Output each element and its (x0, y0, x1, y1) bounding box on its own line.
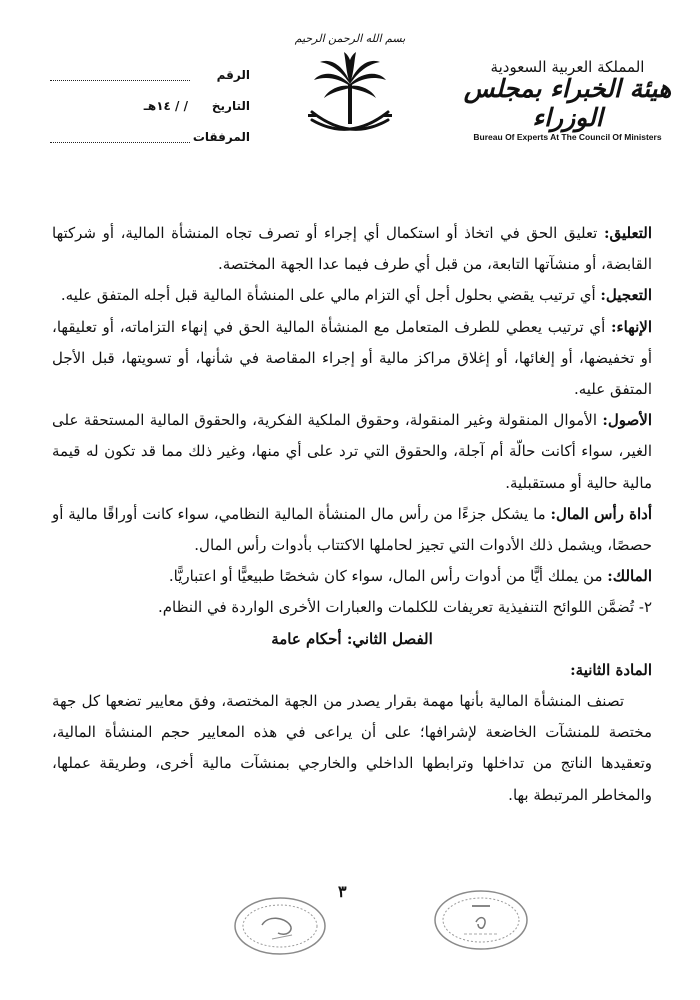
article-text: تصنف المنشأة المالية بأنها مهمة بقرار يصدر من الجهة المختصة، وفق معايير تضعها كل جهة مختصة للمنشآت الخاضعة لإشرافها؛ على أن يراعى في هذه المعايير حجم المنشأة المالية، وتعقيدها الناتج من تداخلها وترابطها الداخلي والخارجي بمنشآت مالية أخرى، وطريقة عملها، والمخاطر المرتبطة بها. (52, 692, 652, 804)
definition-text: ما يشكل جزءًا من رأس مال المنشأة المالية النظامي، سواء كانت أوراقًا مالية أو حصصًا، ويشمل ذلك الأدوات التي تجيز لحاملها الاكتتاب بأدوات رأس المال. (52, 504, 652, 555)
reference-number-field (40, 68, 250, 99)
kingdom-name: المملكة العربية السعودية (490, 58, 645, 76)
field-label: الرقم (216, 68, 250, 82)
official-seal-icon (232, 895, 328, 957)
field-label: المرفقات (192, 130, 250, 144)
definition-term: الأصول: (602, 411, 652, 430)
clause-2: ٢- تُضمَّن اللوائح التنفيذية تعريفات للكلمات والعبارات الأخرى الواردة في النظام. (157, 598, 652, 617)
definition-text: أي ترتيب يقضي بحلول أجل أي التزام مالي على المنشأة المالية قبل أجله المتفق عليه. (60, 286, 601, 305)
field-line (50, 142, 190, 143)
date-template: / / ١٤هـ (143, 99, 188, 113)
attachments-field (40, 130, 250, 161)
letterhead-block (460, 58, 675, 142)
definition-acceleration (52, 280, 652, 311)
definition-text: الأموال المنقولة وغير المنقولة، وحقوق الملكية الفكرية، والحقوق المالية المستحقة على الغير، سواء أكانت حالّة أم آجلة، والحقوق التي ترد على أي منها، وغير ذلك مما قد تكون له قيمة مالية حالية أو مستقبلية. (52, 411, 652, 492)
field-label: التاريخ (211, 99, 250, 113)
palm-swords-emblem-icon (306, 50, 394, 142)
date-field (40, 99, 250, 130)
definition-term: التعليق: (603, 224, 652, 242)
page-number: ٣ (338, 882, 347, 901)
definition-text: من يملك أيًّا من أدوات رأس المال، سواء كان شخصًا طبيعيًّا أو اعتباريًّا. (168, 567, 608, 586)
definition-owner (52, 561, 652, 592)
definition-term: أداة رأس المال: (550, 504, 652, 523)
definition-termination (52, 312, 652, 406)
field-line (50, 80, 190, 81)
article-title: المادة الثانية: (570, 660, 652, 679)
chapter-title: الفصل الثاني: أحكام عامة (271, 629, 433, 648)
definition-term: الإنهاء: (611, 317, 652, 336)
bureau-name-arabic: هيئة الخبراء بمجلس الوزراء (463, 74, 672, 132)
definition-term: التعجيل: (600, 286, 652, 305)
reference-fields (40, 68, 250, 161)
definition-text: أي ترتيب يعطي للطرف المتعامل مع المنشأة المالية الحق في إنهاء التزاماته، أو تعليقها، أو تخفيضها، أو إلغائها، أو إغلاق مراكز مالية أو إجراء المقاصة في شأنها، أو تسويتها، قبل الأجل المتفق عليه. (52, 317, 652, 399)
definition-assets (52, 405, 652, 499)
definition-text: تعليق الحق في اتخاذ أو استكمال أي إجراء أو تصرف تجاه المنشأة المالية، أو شركتها القابضة، أو منشآتها التابعة، من قبل أي طرف فيما عدا الجهة المختصة. (52, 224, 652, 274)
definition-suspension (52, 218, 652, 280)
document-body (52, 218, 652, 811)
basmala-block (290, 32, 410, 45)
definition-capital-instrument (52, 499, 652, 561)
official-seal-icon (432, 888, 530, 952)
basmala: بسم الله الرحمن الرحيم (294, 32, 406, 45)
definition-term: المالك: (607, 567, 652, 586)
bureau-name-english: Bureau Of Experts At The Council Of Ministers (473, 132, 662, 142)
